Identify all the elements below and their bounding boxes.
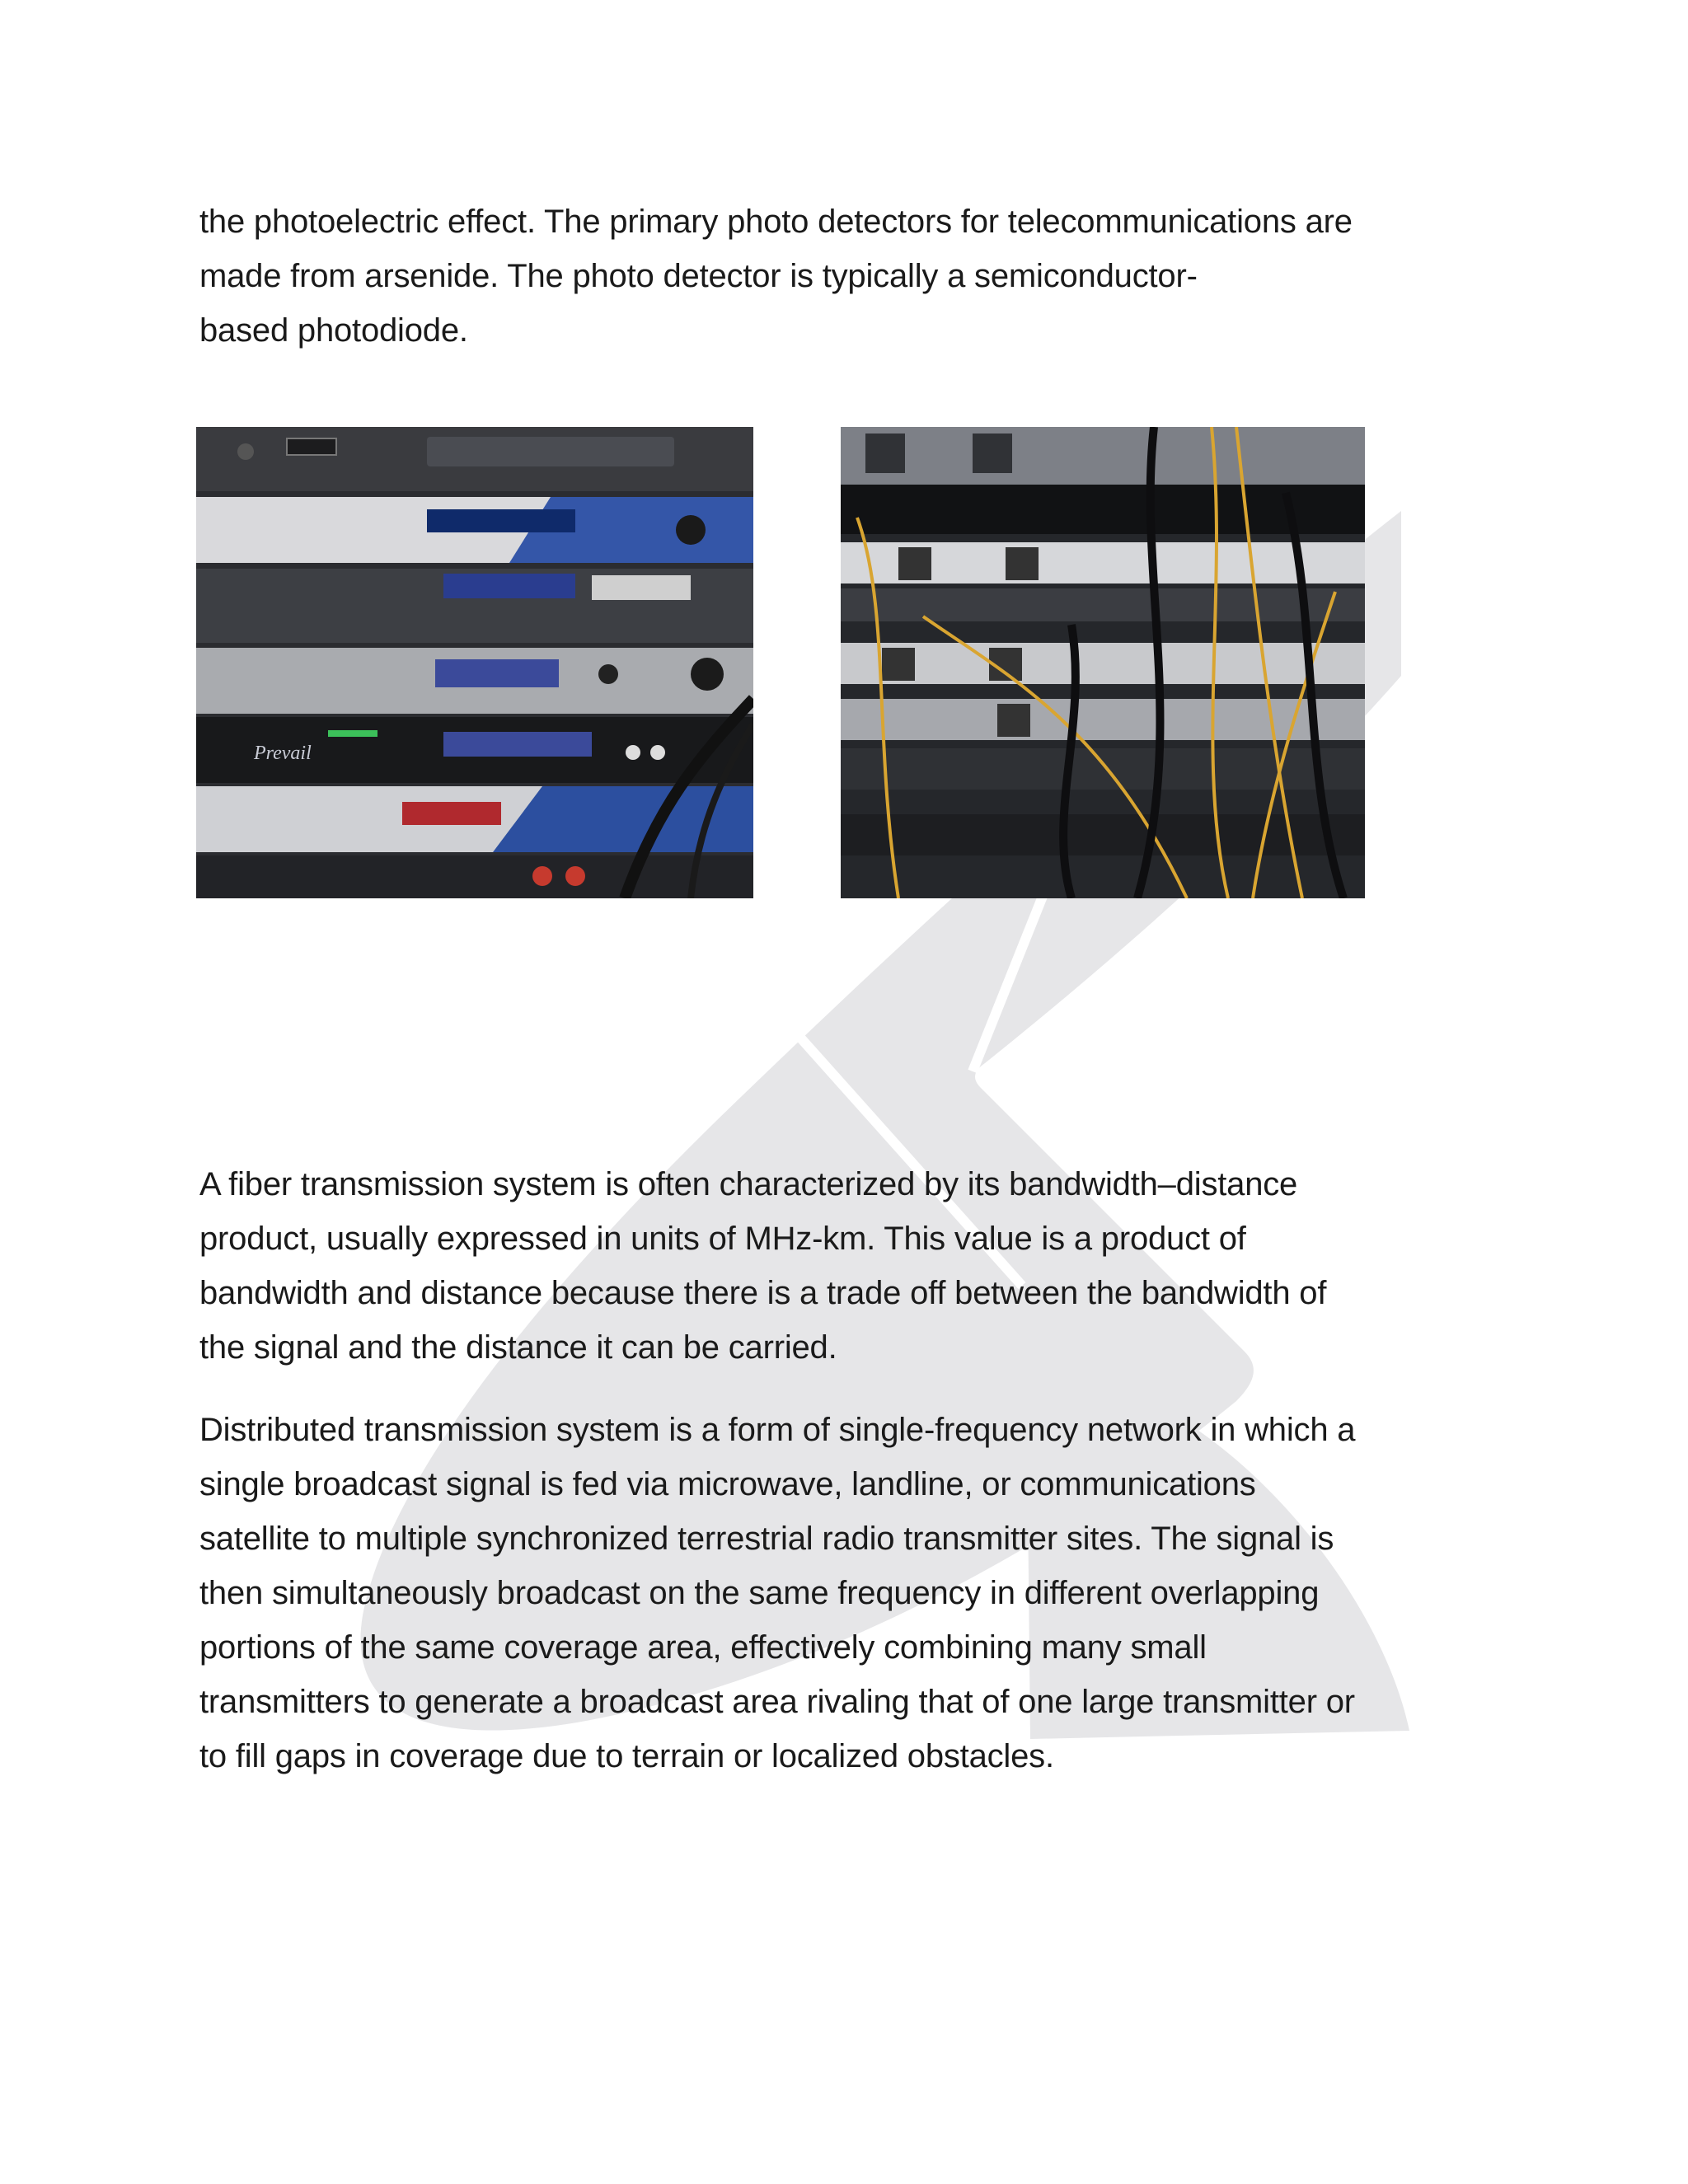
text-line: single broadcast signal is fed via microwave, landline, or communications	[199, 1466, 1256, 1502]
paragraph-bandwidth-distance	[199, 1157, 1502, 1375]
text-line: A fiber transmission system is often characterized by its bandwidth–distance	[199, 1166, 1298, 1202]
text-line: satellite to multiple synchronized terrestrial radio transmitter sites. The signal is	[199, 1521, 1334, 1557]
text-line: based photodiode.	[199, 312, 468, 349]
text-line: bandwidth and distance because there is a trade off between the bandwidth of	[199, 1275, 1327, 1311]
text-line: product, usually expressed in units of MHz-km. This value is a product of	[199, 1221, 1246, 1257]
fiber-cabling-photo	[841, 427, 1365, 898]
text-line: transmitters to generate a broadcast area rivaling that of one large transmitter or	[199, 1684, 1355, 1720]
equipment-rack-photo	[196, 427, 753, 898]
text-line: portions of the same coverage area, effectively combining many small	[199, 1629, 1207, 1666]
text-line: the photoelectric effect. The primary photo detectors for telecommunications are	[199, 204, 1353, 240]
prevail-brand-label: Prevail	[254, 743, 312, 764]
text-line: Distributed transmission system is a form of single-frequency network in which a	[199, 1412, 1356, 1448]
text-line: made from arsenide. The photo detector is typically a semiconductor-	[199, 258, 1198, 294]
text-line: the signal and the distance it can be carried.	[199, 1329, 837, 1366]
text-line: to fill gaps in coverage due to terrain or localized obstacles.	[199, 1738, 1054, 1774]
paragraph-photodetector	[199, 194, 1502, 358]
text-line: then simultaneously broadcast on the same frequency in different overlapping	[199, 1575, 1320, 1611]
paragraph-distributed-transmission	[199, 1403, 1502, 1783]
